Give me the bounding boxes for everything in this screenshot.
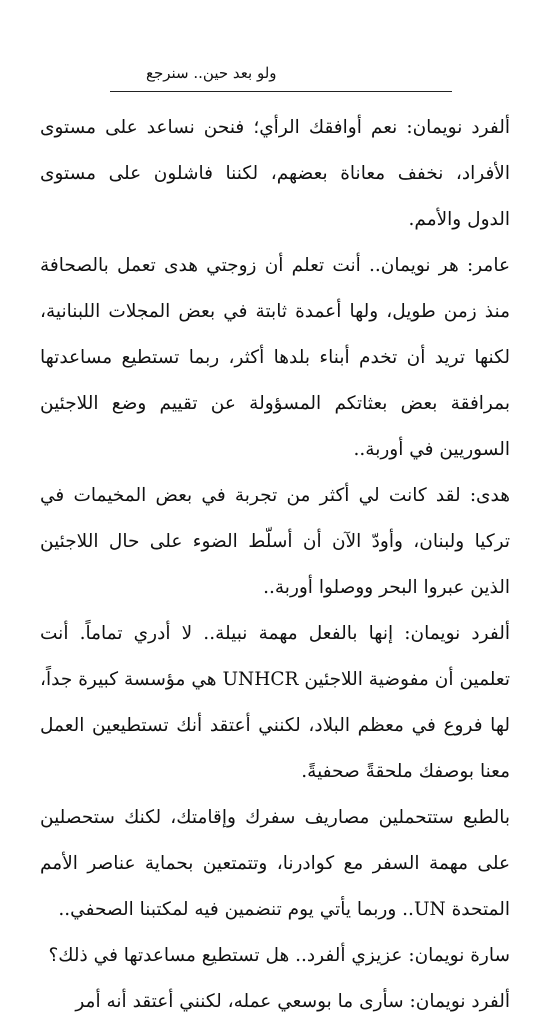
speaker-name: عامر: — [466, 255, 510, 276]
running-title: ولو بعد حين.. سنرجع — [146, 64, 277, 82]
speaker-name: ألفرد نويمان: — [409, 991, 510, 1012]
speaker-name: ألفرد نويمان: — [404, 623, 511, 644]
dialogue-paragraph — [40, 611, 510, 795]
dialogue-text: نعم أوافقك الرأي؛ فنحن نساعد على مستوى الأفراد، نخفف معاناة بعضهم، لكننا فاشلون على مستوى الدول والأمم. — [40, 117, 510, 230]
dialogue-paragraph — [40, 473, 510, 611]
speaker-name: ألفرد نويمان: — [406, 117, 510, 138]
dialogue-paragraph — [40, 979, 510, 1025]
dialogue-text: سأرى ما بوسعي عمله، لكنني أعتقد أنه أمر — [75, 991, 410, 1012]
dialogue-text: بالطبع ستتحملين مصاريف سفرك وإقامتك، لكنك ستحصلين على مهمة السفر مع كوادرنا، وتتمتعين بحماية عناصر الأمم المتحدة UN.. وربما يأتي يوم تنضمين فيه لمكتبنا الصحفي.. — [40, 807, 510, 920]
running-header — [146, 62, 446, 84]
dialogue-paragraph — [40, 105, 510, 243]
dialogue-paragraph — [40, 243, 510, 473]
speaker-name: سارة نويمان: — [408, 945, 510, 966]
page-body — [40, 105, 510, 1025]
dialogue-paragraph — [40, 795, 510, 933]
dialogue-paragraph — [40, 933, 510, 979]
dialogue-text: لقد كانت لي أكثر من تجربة في بعض المخيمات في تركيا ولبنان، وأودّ الآن أن أسلّط الضوء على حال اللاجئين الذين عبروا البحر ووصلوا أوربة.. — [40, 485, 510, 598]
speaker-name: هدى: — [469, 485, 510, 506]
dialogue-text: إنها بالفعل مهمة نبيلة.. لا أدري تماماً. أنت تعلمين أن مفوضية اللاجئين UNHCR هي مؤسسة كبيرة جداً، لها فروع في معظم البلاد، لكنني أعتقد أنك تستطيعين العمل معنا بوصفك ملحقةً صحفيةً. — [40, 623, 510, 782]
header-divider — [110, 91, 452, 92]
dialogue-text: هر نويمان.. أنت تعلم أن زوجتي هدى تعمل بالصحافة منذ زمن طويل، ولها أعمدة ثابتة في بعض المجلات اللبنانية، لكنها تريد أن تخدم أبناء بلدها أكثر، ربما تستطيع مساعدتها بمرافقة بعض بعثاتكم المسؤولة عن تقييم وضع اللاجئين السوريين في أوربة.. — [40, 255, 510, 460]
dialogue-text: عزيزي ألفرد.. هل تستطيع مساعدتها في ذلك؟ — [48, 945, 409, 966]
